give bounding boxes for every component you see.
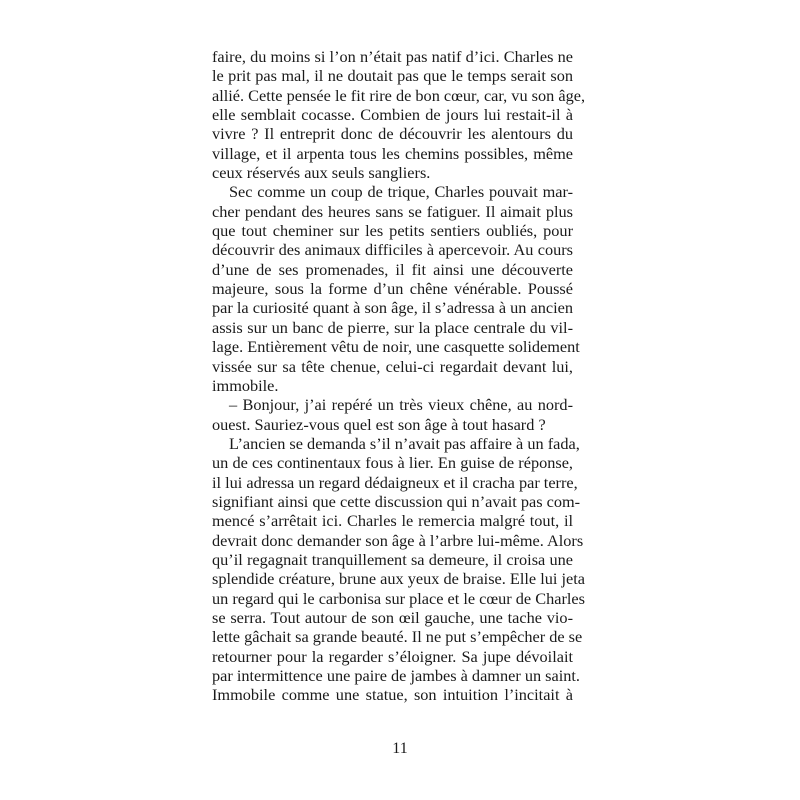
text-line: lette gâchait sa grande beauté. Il ne put s’empêcher de se	[212, 627, 583, 647]
text-line: il lui adressa un regard dédaigneux et il cracha par terre,	[212, 472, 578, 492]
text-line: ceux réservés aux seuls sangliers.	[212, 163, 431, 183]
text-line: le prit pas mal, il ne doutait pas que le temps serait son	[212, 66, 573, 86]
text-line: mencé s’arrêtait ici. Charles le remercia malgré tout, il	[212, 511, 573, 531]
text-line: faire, du moins si l’on n’était pas natif d’ici. Charles ne	[212, 47, 573, 66]
text-line: vissée sur sa tête chenue, celui-ci regardait devant lui,	[212, 356, 573, 376]
text-line: village, et il arpenta tous les chemins possibles, même	[212, 143, 573, 163]
text-line: découvrir des animaux difficiles à apercevoir. Au cours	[212, 240, 573, 260]
text-line: lage. Entièrement vêtu de noir, une casquette solidement	[212, 337, 580, 357]
text-line: elle semblait cocasse. Combien de jours lui restait-il à	[212, 105, 573, 125]
text-line: Immobile comme une statue, son intuition l’incitait à	[212, 685, 573, 705]
body-text	[212, 47, 586, 705]
page-number: 11	[392, 740, 408, 757]
text-line: un de ces continentaux fous à lier. En guise de réponse,	[212, 453, 573, 473]
paragraph	[212, 182, 580, 395]
text-line: se serra. Tout autour de son œil gauche, une tache vio-	[212, 607, 573, 627]
paragraph	[212, 47, 586, 183]
text-line: qu’il regagnait tranquillement sa demeure, il croisa une	[212, 549, 573, 569]
text-line: majeure, sous la forme d’un chêne vénérable. Poussé	[212, 279, 573, 299]
text-line: vivre ? Il entreprit donc de découvrir les alentours du	[212, 124, 573, 144]
text-line: immobile.	[212, 375, 279, 395]
text-line: ouest. Sauriez-vous quel est son âge à tout hasard ?	[212, 414, 546, 434]
text-line: par la curiosité quant à son âge, il s’adressa à un ancien	[212, 298, 573, 318]
text-line: splendide créature, brune aux yeux de braise. Elle lui jeta	[212, 569, 585, 589]
paragraph	[212, 395, 573, 434]
text-line: assis sur un banc de pierre, sur la place centrale du vil-	[212, 317, 573, 337]
text-line: devrait donc demander son âge à l’arbre lui-même. Alors	[212, 530, 584, 550]
paragraph	[212, 433, 585, 705]
text-line: par intermittence une paire de jambes à damner un saint.	[212, 666, 580, 685]
text-line: L’ancien se demanda s’il n’avait pas affaire à un fada,	[229, 433, 580, 453]
text-line: cher pendant des heures sans se fatiguer. Il aimait plus	[212, 201, 573, 221]
text-line: retourner pour la regarder s’éloigner. Sa jupe dévoilait	[212, 646, 573, 666]
text-line: allié. Cette pensée le fit rire de bon cœur, car, vu son âge,	[212, 85, 586, 105]
text-line: – Bonjour, j’ai repéré un très vieux chêne, au nord-	[229, 395, 573, 415]
text-line: un regard qui le carbonisa sur place et le cœur de Charles	[212, 588, 585, 608]
text-line: que tout cheminer sur les petits sentiers oubliés, pour	[212, 221, 573, 241]
text-line: d’une de ses promenades, il fit ainsi une découverte	[212, 259, 573, 279]
text-line: signifiant ainsi que cette discussion qui n’avait pas com-	[212, 491, 581, 511]
text-line: Sec comme un coup de trique, Charles pouvait mar-	[229, 182, 573, 202]
